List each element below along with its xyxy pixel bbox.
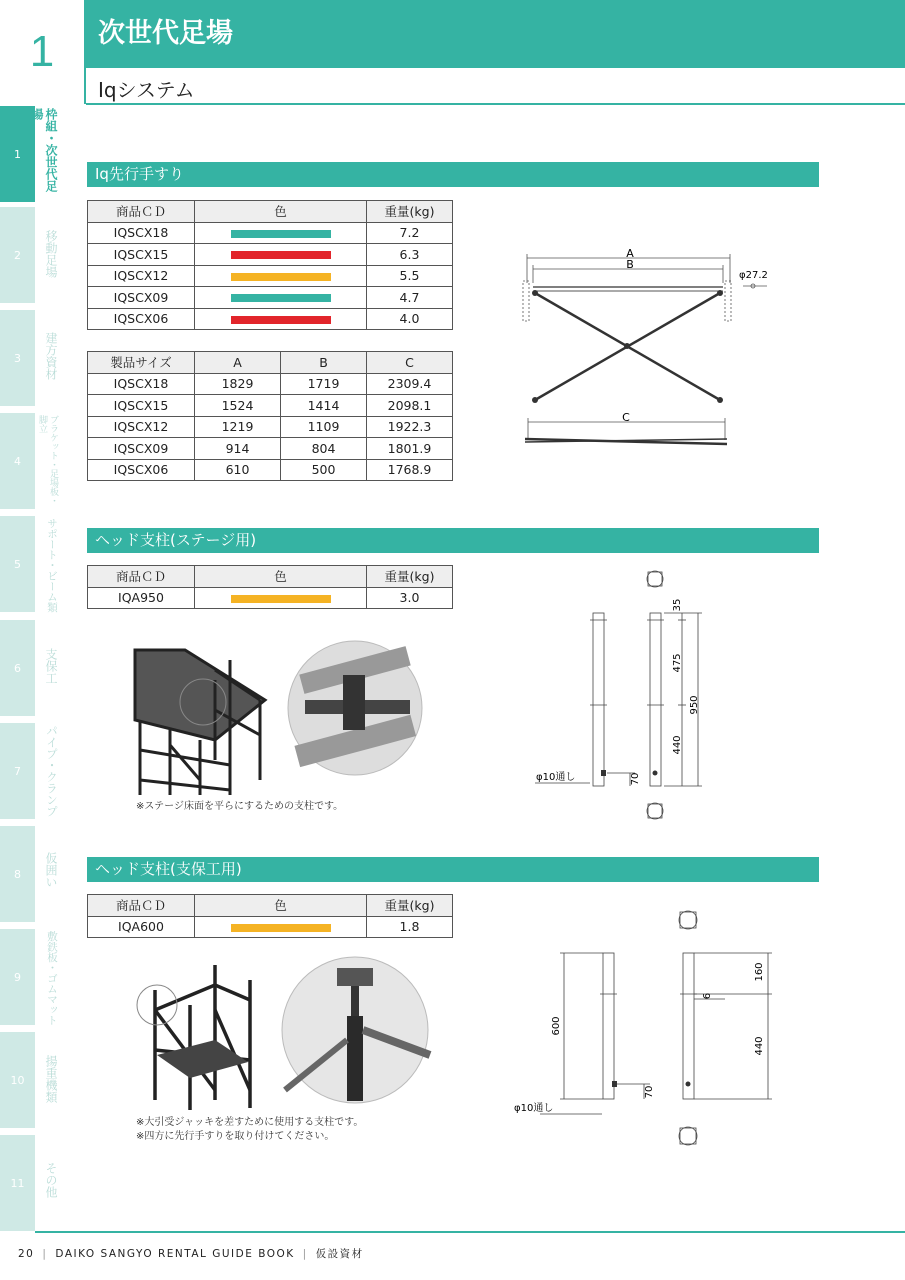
dim-label: 475 — [672, 653, 683, 673]
support-post-note-2: ※四方に先行手すりを取り付けてください。 — [136, 1131, 335, 1142]
post-front-view — [683, 953, 694, 1099]
table-header-row — [88, 352, 453, 374]
table-row — [88, 308, 453, 330]
table-cell: IQSCX18 — [88, 373, 195, 395]
color-cell — [195, 587, 367, 609]
chapter-number: 1 — [29, 27, 55, 76]
sidebar-tab-number: 6 — [14, 661, 21, 675]
table-cell: 1768.9 — [367, 459, 453, 481]
sidebar-label-2[interactable]: 移動足場 — [44, 230, 58, 278]
table-row — [88, 459, 453, 481]
sidebar-tab-4[interactable] — [0, 413, 35, 509]
dim-label: 35 — [672, 598, 683, 612]
sidebar-tab-number: 5 — [14, 557, 21, 571]
dim-label-b: B — [626, 258, 634, 271]
sidebar-label-7[interactable]: パイプ・クランプ — [45, 725, 59, 817]
table-header-row — [88, 566, 453, 588]
table-cell: 1922.3 — [367, 416, 453, 438]
table-row — [88, 587, 453, 609]
stage-post-table — [87, 565, 453, 609]
page-title: 次世代足場 — [86, 0, 905, 68]
sidebar-label-6[interactable]: 支保工 — [44, 648, 58, 684]
column-header: 重量(kg) — [367, 201, 453, 223]
brace-clamp-icon — [532, 397, 538, 403]
hole-label: φ10通し — [514, 1103, 554, 1114]
handrail-size-table — [87, 351, 453, 481]
color-swatch — [231, 316, 331, 324]
table-cell: 1829 — [195, 373, 281, 395]
footer-category: 仮設資材 — [315, 1248, 364, 1260]
table-row — [88, 373, 453, 395]
dim-label-c: C — [622, 411, 630, 424]
support-post-note-1: ※大引受ジャッキを差すために使用する支柱です。 — [136, 1117, 364, 1128]
post-side-view — [593, 613, 604, 786]
footer-rule — [35, 1231, 905, 1233]
color-cell — [195, 287, 367, 309]
sidebar-tab-number: 11 — [10, 1176, 25, 1190]
product-code: IQSCX06 — [88, 308, 195, 330]
column-header: 商品ＣＤ — [88, 566, 195, 588]
post-front-view — [650, 613, 661, 786]
sidebar-tab-number: 1 — [14, 147, 21, 161]
weight: 4.0 — [367, 308, 453, 330]
column-header: C — [367, 352, 453, 374]
table-row — [88, 265, 453, 287]
column-header: 重量(kg) — [367, 566, 453, 588]
table-cell: IQSCX06 — [88, 459, 195, 481]
sidebar-tab-number: 4 — [14, 454, 21, 468]
sidebar-tab-5[interactable] — [0, 516, 35, 612]
column-header: A — [195, 352, 281, 374]
table-header-row — [88, 201, 453, 223]
column-header: 製品サイズ — [88, 352, 195, 374]
handrail-drawing — [515, 245, 785, 460]
sidebar-tab-number: 3 — [14, 351, 21, 365]
sidebar-label-11[interactable]: その他 — [44, 1162, 58, 1198]
table-row — [88, 222, 453, 244]
product-code: IQSCX12 — [88, 265, 195, 287]
color-cell — [195, 244, 367, 266]
table-row — [88, 916, 453, 938]
color-swatch — [231, 294, 331, 302]
column-header: 色 — [195, 566, 367, 588]
sidebar-tab-9[interactable] — [0, 929, 35, 1025]
sidebar-tab-number: 9 — [14, 970, 21, 984]
stage-illustration — [130, 640, 430, 800]
stage-post-drawing — [530, 565, 730, 830]
detail-head-post — [347, 1016, 363, 1101]
column-header: B — [281, 352, 367, 374]
column-header: 色 — [195, 895, 367, 917]
column-header: 色 — [195, 201, 367, 223]
color-swatch — [231, 273, 331, 281]
handrail-color-table — [87, 200, 453, 330]
sidebar-tab-3[interactable] — [0, 310, 35, 406]
detail-jack-head — [337, 968, 373, 986]
product-code: IQSCX18 — [88, 222, 195, 244]
section-title-stage-post: ヘッド支柱(ステージ用) — [87, 528, 819, 553]
support-deck — [157, 1040, 248, 1078]
dim-label: 70 — [630, 772, 641, 786]
dim-label: 70 — [644, 1085, 655, 1099]
color-swatch — [231, 230, 331, 238]
support-post-table — [87, 894, 453, 938]
book-title: DAIKO SANGYO RENTAL GUIDE BOOK — [55, 1248, 295, 1260]
sidebar-tab-1[interactable] — [0, 106, 35, 202]
brace-pivot-icon — [624, 343, 630, 349]
sidebar-label-4[interactable]: ブラケット・足場板・脚立 — [37, 415, 58, 505]
table-cell: 1719 — [281, 373, 367, 395]
column-header: 重量(kg) — [367, 895, 453, 917]
weight: 3.0 — [367, 587, 453, 609]
dim-label: 440 — [672, 735, 683, 755]
dim-label-diameter: φ27.2 — [739, 270, 768, 281]
section-title-support-post: ヘッド支柱(支保工用) — [87, 857, 819, 882]
color-swatch — [231, 924, 331, 932]
sidebar-tab-number: 10 — [10, 1073, 25, 1087]
color-swatch — [231, 595, 331, 603]
color-swatch — [231, 251, 331, 259]
table-cell: 1219 — [195, 416, 281, 438]
sidebar-label-10[interactable]: 揚重機類 — [44, 1055, 58, 1103]
table-cell: 2098.1 — [367, 395, 453, 417]
page-subtitle: Iqシステム — [98, 78, 195, 102]
brace-clamp-icon — [717, 397, 723, 403]
sidebar-label-9[interactable]: 敷鉄板・ゴムマット — [46, 931, 58, 1026]
sidebar-tab-10[interactable] — [0, 1032, 35, 1128]
sidebar-label-1[interactable]: 枠組・次世代足場 — [30, 108, 58, 192]
weight: 4.7 — [367, 287, 453, 309]
support-post-drawing — [510, 900, 780, 1155]
sidebar-tab-8[interactable] — [0, 826, 35, 922]
sidebar-tab-7[interactable] — [0, 723, 35, 819]
table-row — [88, 244, 453, 266]
table-cell: 914 — [195, 438, 281, 460]
support-illustration — [135, 950, 435, 1115]
table-row — [88, 395, 453, 417]
sidebar-label-5[interactable]: サポート・ビーム類 — [46, 518, 58, 613]
dim-label: 160 — [754, 962, 765, 982]
color-cell — [195, 265, 367, 287]
weight: 7.2 — [367, 222, 453, 244]
table-cell: IQSCX09 — [88, 438, 195, 460]
dim-label: 6 — [702, 992, 713, 1000]
hole-label: φ10通し — [536, 772, 576, 783]
table-row — [88, 287, 453, 309]
post-side-view — [603, 953, 614, 1099]
table-cell: IQSCX15 — [88, 395, 195, 417]
table-cell: 1414 — [281, 395, 367, 417]
detail-head-post — [343, 675, 365, 730]
sidebar-tab-6[interactable] — [0, 620, 35, 716]
weight: 5.5 — [367, 265, 453, 287]
sidebar-label-3[interactable]: 建方資材 — [44, 332, 58, 380]
footer: 20 | DAIKO SANGYO RENTAL GUIDE BOOK | 仮設資材 — [18, 1248, 364, 1260]
dim-label: 440 — [754, 1036, 765, 1056]
page-number: 20 — [18, 1248, 35, 1260]
table-cell: 1801.9 — [367, 438, 453, 460]
table-cell: IQSCX12 — [88, 416, 195, 438]
sidebar-tab-number: 8 — [14, 867, 21, 881]
table-cell: 2309.4 — [367, 373, 453, 395]
sidebar-tab-number: 2 — [14, 248, 21, 262]
brace-clamp-icon — [532, 290, 538, 296]
table-cell: 804 — [281, 438, 367, 460]
column-header: 商品ＣＤ — [88, 895, 195, 917]
table-cell: 610 — [195, 459, 281, 481]
color-cell — [195, 222, 367, 244]
product-code: IQA950 — [88, 587, 195, 609]
table-header-row — [88, 895, 453, 917]
table-row — [88, 416, 453, 438]
dim-label: 600 — [551, 1016, 562, 1036]
table-cell: 500 — [281, 459, 367, 481]
product-code: IQSCX15 — [88, 244, 195, 266]
weight: 6.3 — [367, 244, 453, 266]
sidebar-label-8[interactable]: 仮囲い — [44, 852, 58, 888]
sidebar-tab-number: 7 — [14, 764, 21, 778]
table-cell: 1109 — [281, 416, 367, 438]
subtitle-underline — [86, 103, 905, 105]
color-cell — [195, 916, 367, 938]
color-cell — [195, 308, 367, 330]
column-header: 商品ＣＤ — [88, 201, 195, 223]
stage-post-note: ※ステージ床面を平らにするための支柱です。 — [136, 801, 344, 812]
weight: 1.8 — [367, 916, 453, 938]
table-cell: 1524 — [195, 395, 281, 417]
product-code: IQA600 — [88, 916, 195, 938]
dim-label-a: A — [626, 247, 634, 260]
sidebar-tab-2[interactable] — [0, 207, 35, 303]
product-code: IQSCX09 — [88, 287, 195, 309]
brace-clamp-icon — [717, 290, 723, 296]
section-title-handrail: Iq先行手すり — [87, 162, 819, 187]
table-row — [88, 438, 453, 460]
dim-label: 950 — [689, 695, 700, 715]
sidebar-tab-11[interactable] — [0, 1135, 35, 1231]
